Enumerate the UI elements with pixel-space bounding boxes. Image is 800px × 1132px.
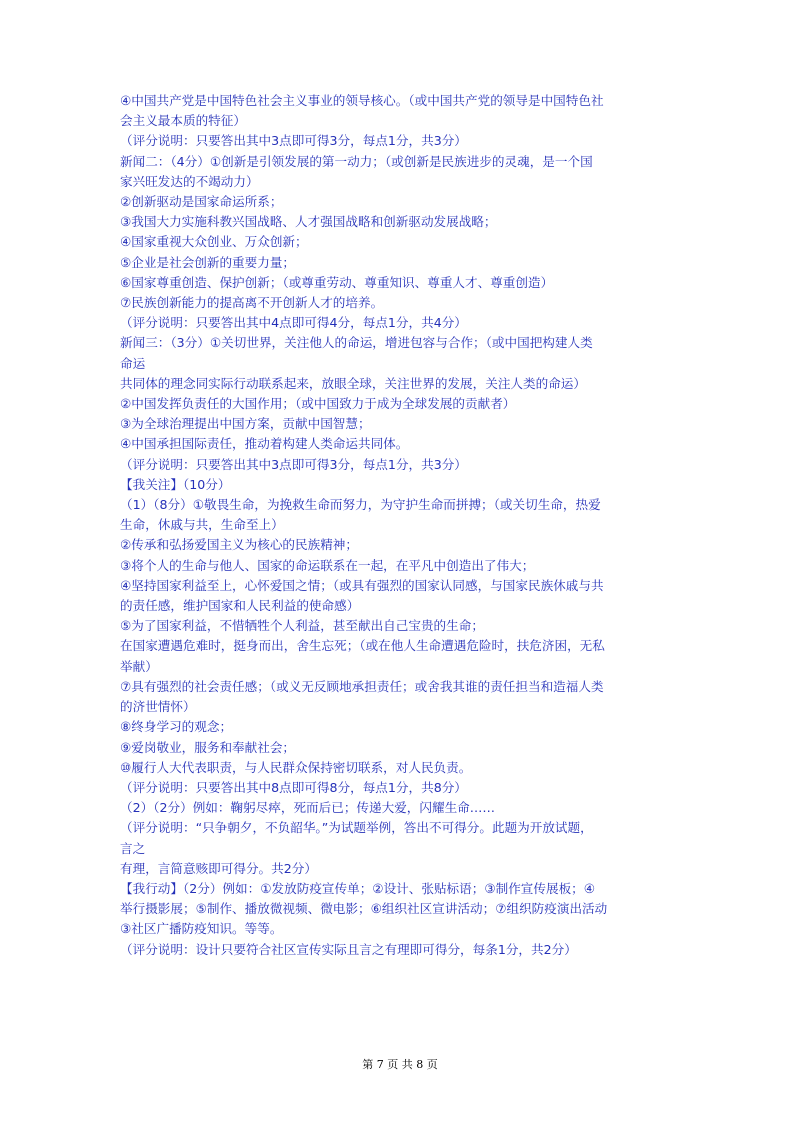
text-line: ⑦具有强烈的社会责任感；（或义无反顾地承担责任；或舍我其谁的责任担当和造福人类 bbox=[120, 678, 604, 694]
text-line: ④坚持国家利益至上，心怀爱国之情；（或具有强烈的国家认同感，与国家民族休戚与共 bbox=[120, 577, 604, 593]
text-line: ⑨爱岗敬业，服务和奉献社会； bbox=[120, 739, 296, 755]
text-line: ⑥国家尊重创造、保护创新；（或尊重劳动、尊重知识、尊重人才、尊重创造） bbox=[120, 274, 554, 290]
page-footer: 第 7 页 共 8 页 bbox=[362, 1058, 438, 1071]
text-line: 有理，言简意赅即可得分。共2分） bbox=[120, 860, 317, 876]
text-line: ④中国共产党是中国特色社会主义事业的领导核心。（或中国共产党的领导是中国特色社 bbox=[120, 93, 604, 108]
text-line: ⑤为了国家利益，不惜牺牲个人利益，甚至献出自己宝贵的生命； bbox=[120, 618, 484, 634]
text-line: ⑤企业是社会创新的重要力量； bbox=[120, 254, 296, 270]
text-line: ③社区广播防疫知识。等等。 bbox=[120, 921, 283, 937]
text-line: （评分说明：只要答出其中8点即可得8分，每点1分，共8分） bbox=[120, 779, 467, 795]
text-line: ②创新驱动是国家命运所系； bbox=[120, 194, 283, 210]
text-line: ④中国承担国际责任，推动着构建人类命运共同体。 bbox=[120, 436, 409, 452]
text-line: 新闻三：（3分）①关切世界，关注他人的命运，增进包容与合作；（或中国把构建人类 bbox=[120, 335, 593, 351]
text-line: （评分说明：“只争朝夕，不负韶华。”为试题举例，答出不可得分。此题为开放试题， bbox=[120, 820, 593, 836]
text-line: （评分说明：只要答出其中4点即可得4分，每点1分，共4分） bbox=[120, 315, 467, 331]
text-line: （1）（8分）①敬畏生命，为挽救生命而努力，为守护生命而拼搏；（或关切生命，热爱 bbox=[120, 497, 601, 513]
text-line: 的济世情怀） bbox=[120, 699, 196, 715]
text-line: ④国家重视大众创业、万众创新； bbox=[120, 234, 308, 250]
text-line: 的责任感，维护国家和人民利益的使命感） bbox=[120, 598, 360, 614]
text-line: 举献） bbox=[120, 658, 158, 674]
text-line: （评分说明：只要答出其中3点即可得3分，每点1分，共3分） bbox=[120, 133, 467, 149]
text-line: （评分说明：设计只要符合社区宣传实际且言之有理即可得分，每条1分，共2分） bbox=[120, 941, 577, 957]
text-line: 举行摄影展；⑤制作、播放微视频、微电影；⑥组织社区宣讲活动；⑦组织防疫演出活动 bbox=[120, 901, 608, 917]
text-line: ③我国大力实施科教兴国战略、人才强国战略和创新驱动发展战略； bbox=[120, 214, 497, 230]
text-line: ③将个人的生命与他人、国家的命运联系在一起，在平凡中创造出了伟大； bbox=[120, 557, 535, 573]
text-line: 会主义最本质的特征） bbox=[120, 113, 246, 129]
text-line: ②传承和弘扬爱国主义为核心的民族精神； bbox=[120, 537, 358, 553]
text-line: ③为全球治理提出中国方案，贡献中国智慧； bbox=[120, 416, 371, 432]
text-line: ②中国发挥负责任的大国作用；（或中国致力于成为全球发展的贡献者） bbox=[120, 396, 516, 412]
text-line: 命运 bbox=[120, 355, 146, 371]
text-line: ⑧终身学习的观念； bbox=[120, 719, 233, 735]
text-line: 【我行动】（2分）例如：①发放防疫宣传单；②设计、张贴标语；③制作宣传展板；④ bbox=[120, 880, 596, 896]
text-line: ⑩履行人大代表职责，与人民群众保持密切联系，对人民负责。 bbox=[120, 759, 472, 775]
text-line: 在国家遭遇危难时，挺身而出，舍生忘死；（或在他人生命遭遇危险时，扶危济困，无私 bbox=[120, 638, 605, 654]
text-line: 言之 bbox=[120, 840, 146, 856]
answer-text bbox=[120, 91, 695, 960]
text-line: 新闻二：（4分）①创新是引领发展的第一动力；（或创新是民族进步的灵魂，是一个国 bbox=[120, 153, 593, 169]
text-line: 共同体的理念同实际行动联系起来，放眼全球，关注世界的发展，关注人类的命运） bbox=[120, 375, 586, 391]
text-line: 家兴旺发达的不竭动力） bbox=[120, 173, 259, 189]
text-line: 生命，休戚与共，生命至上） bbox=[120, 517, 284, 533]
text-line: （2）（2分）例如：鞠躬尽瘁，死而后已；传递大爱，闪耀生命…… bbox=[120, 800, 495, 816]
text-line: 【我关注】（10分） bbox=[120, 476, 231, 492]
text-line: ⑦民族创新能力的提高离不开创新人才的培养。 bbox=[120, 295, 384, 311]
text-line: （评分说明：只要答出其中3点即可得3分，每点1分，共3分） bbox=[120, 456, 467, 472]
